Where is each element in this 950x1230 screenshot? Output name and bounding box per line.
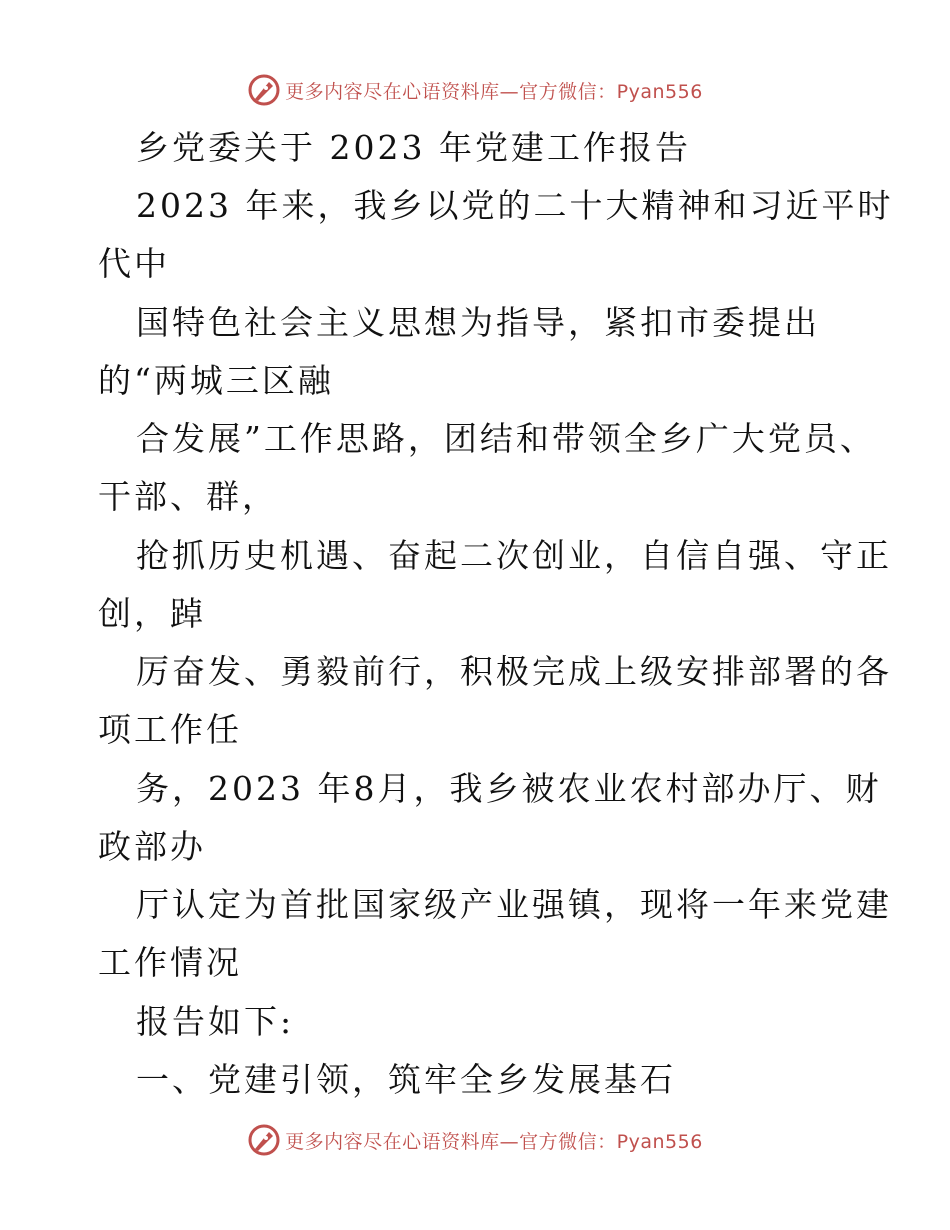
paragraph-line: 厉奋发、勇毅前行，积极完成上级安排部署的各 [136, 652, 892, 691]
paragraph-line: 报告如下: [136, 1002, 295, 1041]
paragraph-line: 合发展”工作思路，团结和带领全乡广大党员、 [136, 419, 876, 458]
paragraph-line: 政部办 [98, 827, 206, 866]
paragraph-line: 国特色社会主义思想为指导，紧扣市委提出 [136, 303, 820, 342]
paragraph-line: 项工作任 [98, 710, 242, 749]
paragraph-line: 厅认定为首批国家级产业强镇，现将一年来党建 [136, 885, 892, 924]
section-heading: 一、党建引领，筑牢全乡发展基石 [136, 1060, 676, 1099]
footer-watermark [0, 1120, 950, 1160]
pen-nib-logo-icon [247, 1123, 281, 1157]
paragraph-line: 抢抓历史机遇、奋起二次创业，自信自强、守正 [136, 536, 892, 575]
header-watermark [0, 70, 950, 110]
paragraph-line: 干部、群， [98, 477, 278, 516]
document-title: 乡党委关于 2023 年党建工作报告 [136, 128, 691, 167]
paragraph-line: 2023 年来，我乡以党的二十大精神和习近平时 [136, 186, 894, 225]
watermark-text: 更多内容尽在心语资料库—官方微信：Pyan556 [285, 1130, 703, 1153]
paragraph-line: 务，2023 年8月，我乡被农业农村部办厅、财 [136, 769, 882, 808]
paragraph-line: 代中 [98, 244, 170, 283]
pen-nib-logo-icon [247, 73, 281, 107]
paragraph-line: 创，踔 [98, 594, 206, 633]
paragraph-line: 的“两城三区融 [98, 361, 334, 400]
watermark-text: 更多内容尽在心语资料库—官方微信：Pyan556 [285, 80, 703, 103]
paragraph-line: 工作情况 [98, 943, 242, 982]
